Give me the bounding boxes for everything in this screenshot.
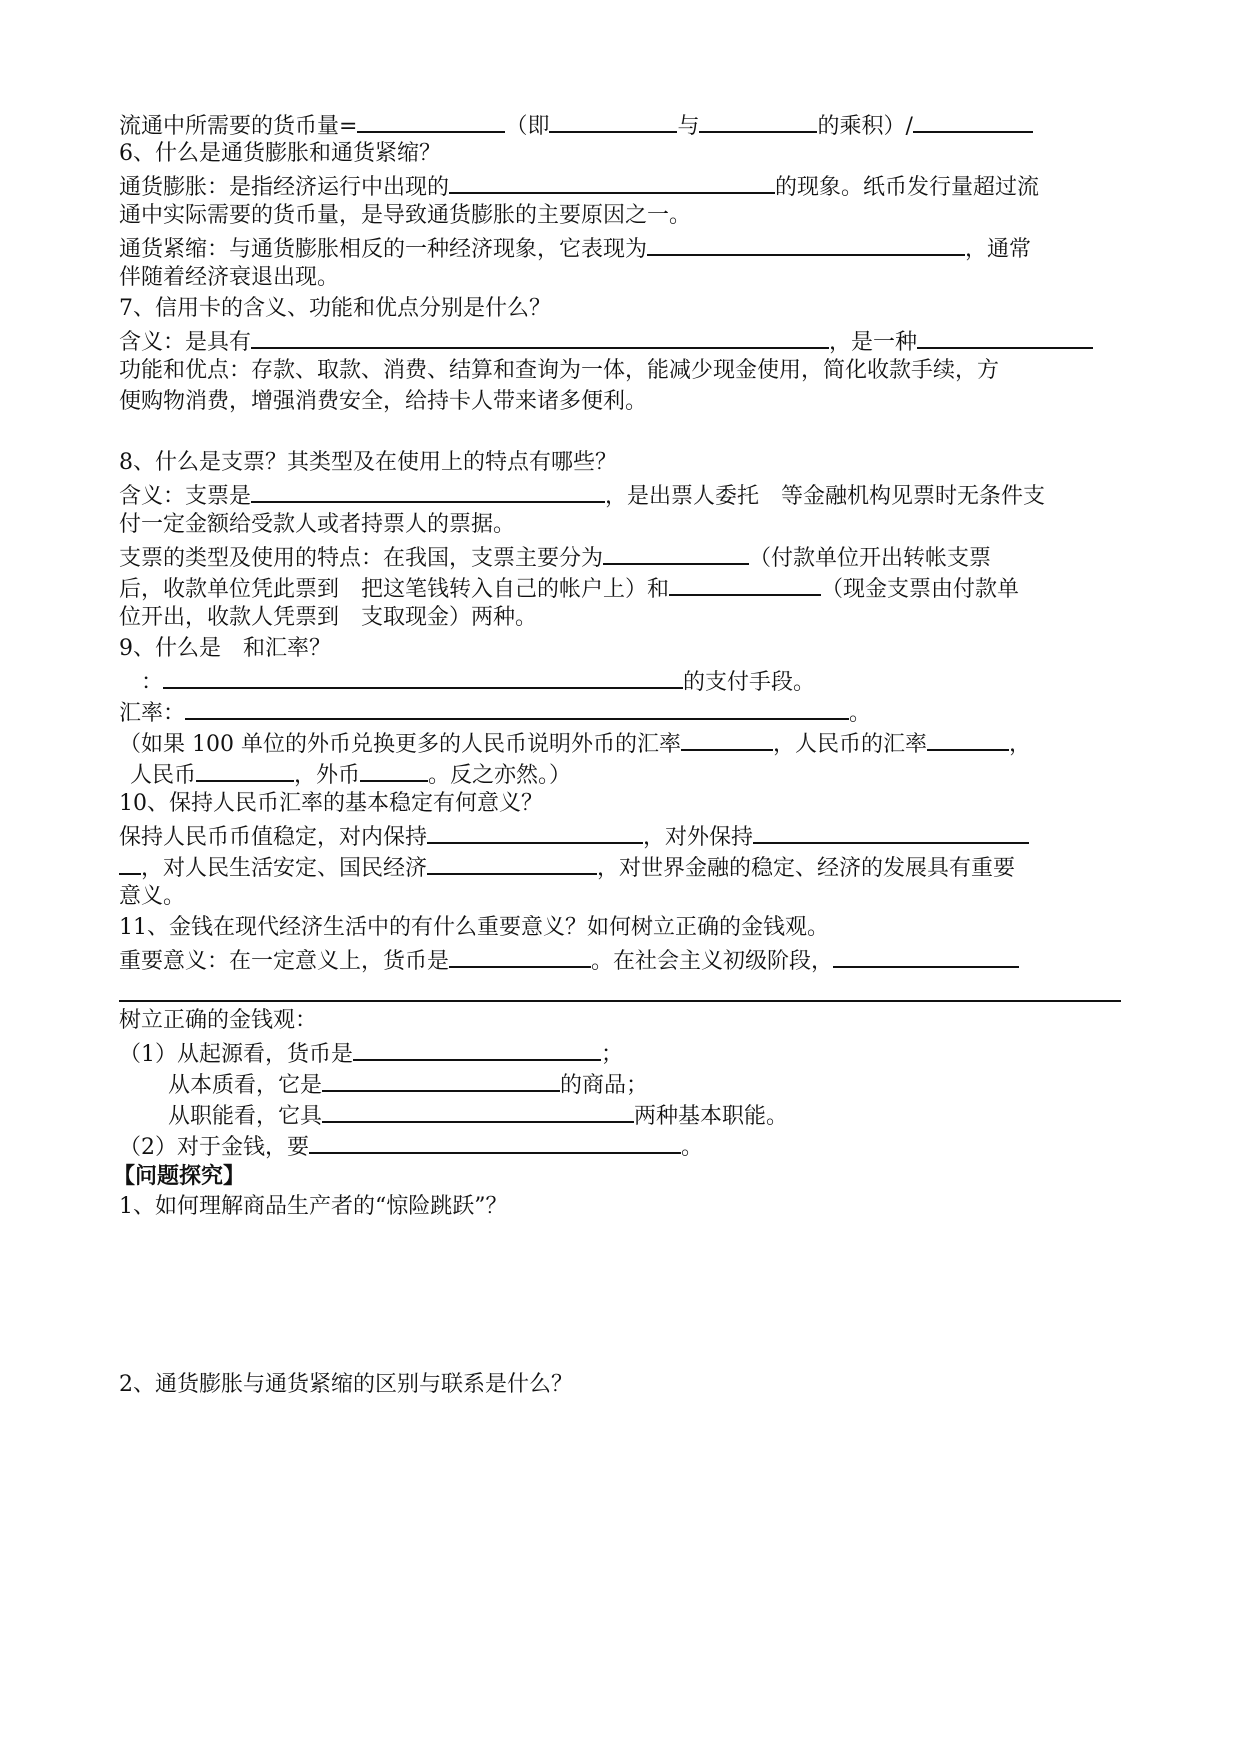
check-types-cont <box>119 572 1019 602</box>
money-view-essence <box>168 1068 648 1098</box>
money-view-text: 的商品； <box>560 1073 649 1098</box>
section-heading: 【问题探究】 <box>113 1163 246 1189</box>
check-types <box>119 541 991 571</box>
exchange-note-text: ，人民币的汇率 <box>772 732 927 757</box>
fill-blank[interactable] <box>427 851 597 875</box>
money-demand-line <box>119 109 1033 139</box>
credit-card-function-cont: 便购物消费，增强消费安全，给持卡人带来诸多便利。 <box>119 389 648 414</box>
deflation-line <box>119 232 1031 262</box>
check-types-text: （付款单位开出转帐支票 <box>749 546 992 571</box>
fill-blank[interactable] <box>360 758 428 782</box>
exchange-rate-text: 。 <box>849 701 872 726</box>
inflation-text: 的现象。纸币发行量超过流 <box>775 175 1040 200</box>
fill-blank[interactable] <box>927 727 1009 751</box>
check-types-text: （现金支票由付款单 <box>821 577 1020 602</box>
deflation-cont: 伴随着经济衰退出现。 <box>119 265 340 290</box>
fill-blank[interactable] <box>833 944 1019 968</box>
money-view-text: （1）从起源看，货币是 <box>119 1042 353 1067</box>
money-significance-line <box>119 944 1019 974</box>
fill-blank[interactable] <box>163 665 683 689</box>
rmb-stability-text: ，对人民生活安定、国民经济 <box>141 856 428 881</box>
check-text: ，是出票人委托 等金融机构见票时无条件支 <box>605 484 1046 509</box>
rmb-stability-text: ，对世界金融的稳定、经济的发展具有重要 <box>597 856 1016 881</box>
exchange-note-cont <box>119 758 571 788</box>
exchange-note-text: （如果 100 单位的外币兑换更多的人民币说明外币的汇率 <box>119 732 681 757</box>
foreign-currency-line <box>119 665 815 695</box>
money-demand-text: 与 <box>677 114 700 139</box>
fill-blank[interactable] <box>427 820 643 844</box>
rmb-stability-line <box>119 820 1029 850</box>
fill-blank[interactable] <box>753 820 1029 844</box>
exchange-note-text: 人民币 <box>130 763 197 788</box>
inflation-cont: 通中实际需要的货币量，是导致通货膨胀的主要原因之一。 <box>119 203 692 228</box>
fill-blank[interactable] <box>549 109 677 133</box>
fill-blank[interactable] <box>449 170 775 194</box>
fill-blank[interactable] <box>647 232 965 256</box>
money-view-text: 两种基本职能。 <box>634 1104 789 1129</box>
fill-blank[interactable] <box>322 1099 634 1123</box>
question-8: 8、什么是支票？其类型及在使用上的特点有哪些？ <box>119 450 617 475</box>
fill-blank[interactable] <box>309 1130 681 1154</box>
deflation-text: ，通常 <box>965 237 1032 262</box>
money-demand-text: 的乘积）/ <box>817 114 913 139</box>
money-demand-text: （即 <box>505 114 550 139</box>
fill-blank[interactable] <box>449 944 591 968</box>
credit-card-text: ，是一种 <box>829 330 918 355</box>
money-view-text: ； <box>601 1042 624 1067</box>
credit-card-meaning <box>119 325 1093 355</box>
fill-blank[interactable] <box>251 479 605 503</box>
fill-blank[interactable] <box>603 541 749 565</box>
money-view-text: （2）对于金钱，要 <box>119 1135 309 1160</box>
check-types-text: 支票的类型及使用的特点：在我国，支票主要分为 <box>119 546 604 571</box>
check-meaning-cont: 付一定金额给受款人或者持票人的票据。 <box>119 512 516 537</box>
question-11: 11、金钱在现代经济生活中的有什么重要意义？如何树立正确的金钱观。 <box>119 915 829 940</box>
money-attitude <box>119 1130 703 1160</box>
fill-blank[interactable] <box>251 325 829 349</box>
exchange-note <box>119 727 1031 757</box>
question-9: 9、什么是 和汇率？ <box>119 636 331 661</box>
question-10: 10、保持人民币汇率的基本稳定有何意义？ <box>119 791 543 816</box>
fill-blank[interactable] <box>322 1068 560 1092</box>
fill-blank[interactable] <box>917 325 1093 349</box>
problem-1: 1、如何理解商品生产者的“惊险跳跃”？ <box>119 1194 508 1219</box>
inflation-line <box>119 170 1039 200</box>
fill-blank[interactable] <box>669 572 821 596</box>
fill-blank[interactable] <box>185 696 849 720</box>
fill-blank[interactable] <box>353 1037 601 1061</box>
money-view-origin <box>119 1037 623 1067</box>
answer-rule[interactable] <box>119 1000 1121 1002</box>
credit-card-text: 含义：是具有 <box>119 330 252 355</box>
money-significance-text: 重要意义：在一定意义上，货币是 <box>119 949 450 974</box>
money-demand-text: 流通中所需要的货币量= <box>119 114 358 139</box>
fill-blank[interactable] <box>119 851 141 875</box>
fill-blank[interactable] <box>357 109 505 133</box>
fill-blank[interactable] <box>681 727 773 751</box>
foreign-currency-text: 的支付手段。 <box>683 670 816 695</box>
check-types-text: 后，收款单位凭此票到 把这笔钱转入自己的帐户上）和 <box>119 577 670 602</box>
exchange-note-text: ，外币 <box>294 763 361 788</box>
money-view-heading: 树立正确的金钱观： <box>119 1008 318 1033</box>
exchange-note-text: ， <box>1009 732 1032 757</box>
inflation-text: 通货膨胀：是指经济运行中出现的 <box>119 175 450 200</box>
exchange-note-text: 。反之亦然。） <box>428 763 572 788</box>
money-view-function <box>168 1099 788 1129</box>
rmb-stability-end: 意义。 <box>119 884 186 909</box>
rmb-stability-text: 保持人民币币值稳定，对内保持 <box>119 825 428 850</box>
fill-blank[interactable] <box>699 109 817 133</box>
deflation-text: 通货紧缩：与通货膨胀相反的一种经济现象，它表现为 <box>119 237 648 262</box>
rmb-stability-cont <box>119 851 1015 881</box>
rmb-stability-text: ，对外保持 <box>643 825 754 850</box>
foreign-currency-text: ： <box>119 670 164 695</box>
exchange-rate-text: 汇率： <box>119 701 186 726</box>
fill-blank[interactable] <box>913 109 1033 133</box>
money-view-text: 从本质看，它是 <box>168 1073 323 1098</box>
check-meaning <box>119 479 1045 509</box>
problem-2: 2、通货膨胀与通货紧缩的区别与联系是什么？ <box>119 1372 573 1397</box>
check-text: 含义：支票是 <box>119 484 252 509</box>
money-significance-text: 。在社会主义初级阶段， <box>591 949 834 974</box>
exchange-rate-line <box>119 696 871 726</box>
question-7: 7、信用卡的含义、功能和优点分别是什么？ <box>119 296 551 321</box>
question-6: 6、什么是通货膨胀和通货紧缩？ <box>119 141 441 166</box>
check-types-end: 位开出，收款人凭票到 支取现金）两种。 <box>119 605 538 630</box>
money-view-text: 从职能看，它具 <box>168 1104 323 1129</box>
money-view-text: 。 <box>681 1135 704 1160</box>
fill-blank[interactable] <box>196 758 294 782</box>
credit-card-function: 功能和优点：存款、取款、消费、结算和查询为一体，能减少现金使用，简化收款手续，方 <box>119 358 1000 383</box>
